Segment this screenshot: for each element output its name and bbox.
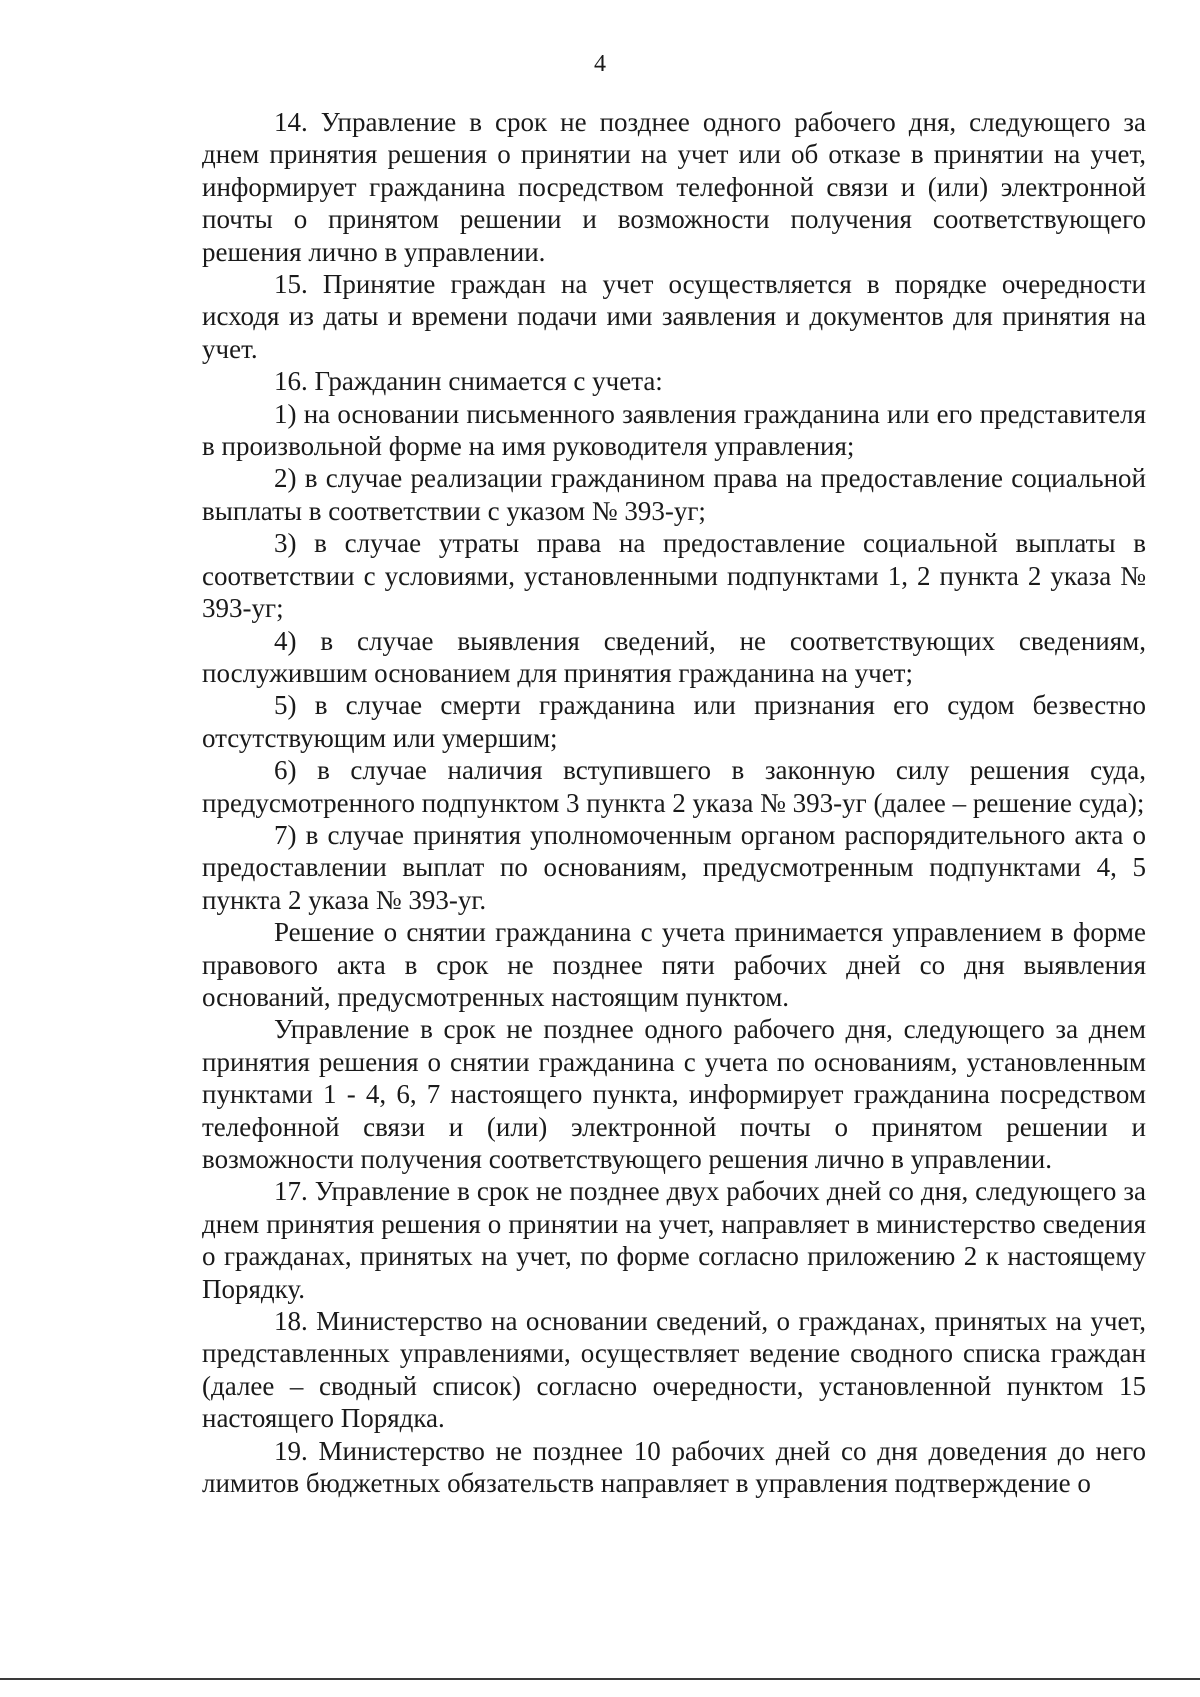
paragraph-removal-notification: Управление в срок не позднее одного рабочего дня, следующего за днем принятия решения о снятии гражданина с учета по основаниям, установленным пунктами 1 - 4, 6, 7 настоящего пункта, информирует гражданина посредством телефонной связи и (или) электронной почты о принятом решении и возможности получения соответствующего решения лично в управлении. bbox=[202, 1014, 1146, 1174]
list-item-16-4: 4) в случае выявления сведений, не соответствующих сведениям, послужившим основанием для принятия гражданина на учет; bbox=[202, 625, 1146, 688]
list-item-16-2: 2) в случае реализации гражданином права на предоставление социальной выплаты в соответствии с указом № 393-уг; bbox=[202, 463, 1146, 526]
bottom-scan-edge bbox=[0, 1678, 1200, 1680]
page-number: 4 bbox=[594, 51, 606, 77]
paragraph-15: 15. Принятие граждан на учет осуществляется в порядке очередности исходя из даты и времени подачи ими заявления и документов для принятия на учет. bbox=[202, 269, 1146, 364]
document-body bbox=[202, 106, 1146, 1499]
list-item-16-1: 1) на основании письменного заявления гражданина или его представителя в произвольной форме на имя руководителя управления; bbox=[202, 398, 1146, 462]
list-item-16-5: 5) в случае смерти гражданина или признания его судом безвестно отсутствующим или умершим; bbox=[202, 690, 1146, 753]
list-item-16-7: 7) в случае принятия уполномоченным органом распорядительного акта о предоставлении выплат по основаниям, предусмотренным подпунктами 4, 5 пункта 2 указа № 393-уг. bbox=[202, 819, 1146, 915]
list-item-16-3: 3) в случае утраты права на предоставление социальной выплаты в соответствии с условиями, установленными подпунктами 1, 2 пункта 2 указа № 393-уг; bbox=[202, 528, 1146, 624]
paragraph-16: 16. Гражданин снимается с учета: bbox=[274, 366, 663, 397]
list-item-16-6: 6) в случае наличия вступившего в законную силу решения суда, предусмотренного подпунктом 3 пункта 2 указа № 393-уг (далее – решение суда); bbox=[202, 755, 1146, 818]
paragraph-removal-decision: Решение о снятии гражданина с учета принимается управлением в форме правового акта в срок не позднее пяти рабочих дней со дня выявления оснований, предусмотренных настоящим пунктом. bbox=[202, 917, 1146, 1012]
paragraph-17: 17. Управление в срок не позднее двух рабочих дней со дня, следующего за днем принятия решения о принятии на учет, направляет в министерство сведения о гражданах, принятых на учет, по форме согласно приложению 2 к настоящему Порядку. bbox=[202, 1176, 1146, 1304]
paragraph-19: 19. Министерство не позднее 10 рабочих дней со дня доведения до него лимитов бюджетных обязательств направляет в управления подтверждение о bbox=[202, 1435, 1146, 1499]
paragraph-14: 14. Управление в срок не позднее одного рабочего дня, следующего за днем принятия решения о принятии на учет или об отказе в принятии на учет, информирует гражданина посредством телефонной связи и (или) электронной почты о принятом решении и возможности получения соответствующего решения лично в управлении. bbox=[202, 107, 1146, 267]
paragraph-18: 18. Министерство на основании сведений, о гражданах, принятых на учет, представленных управлениями, осуществляет ведение сводного списка граждан (далее – сводный список) согласно очередности, установленной пунктом 15 настоящего Порядка. bbox=[202, 1306, 1146, 1434]
